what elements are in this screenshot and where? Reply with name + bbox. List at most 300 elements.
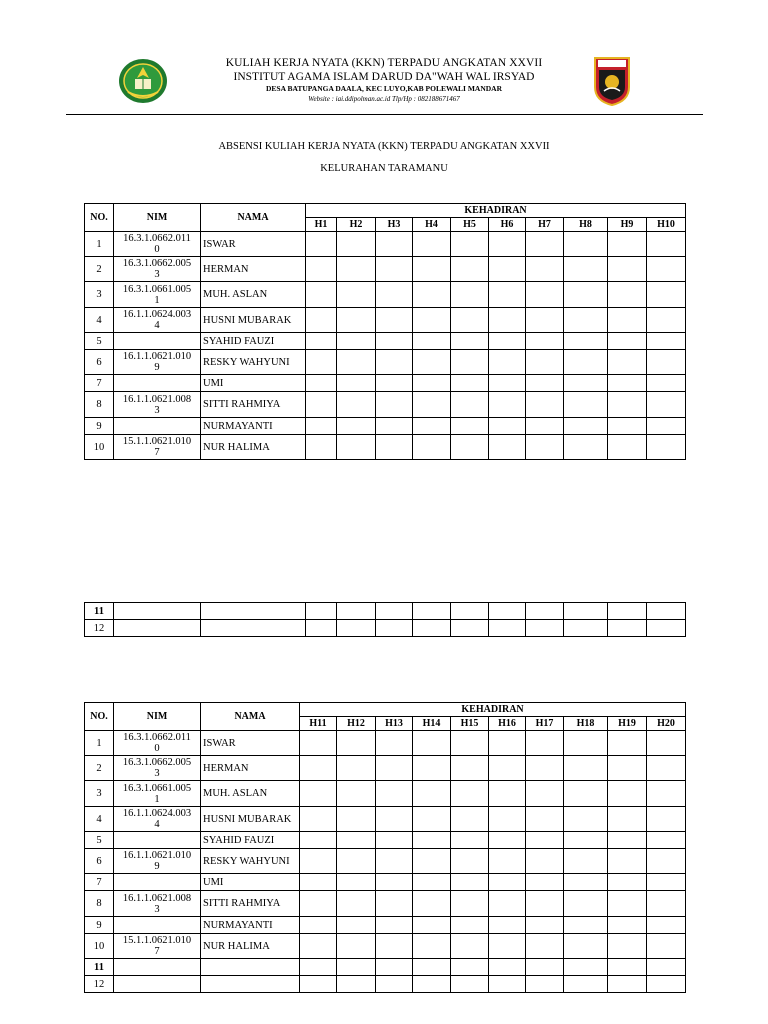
attendance-cell[interactable] bbox=[337, 350, 376, 375]
attendance-cell[interactable] bbox=[451, 282, 489, 308]
attendance-cell[interactable] bbox=[489, 849, 526, 874]
attendance-cell[interactable] bbox=[337, 232, 376, 257]
attendance-cell[interactable] bbox=[413, 333, 451, 350]
attendance-cell[interactable] bbox=[451, 959, 489, 976]
attendance-cell[interactable] bbox=[451, 418, 489, 435]
attendance-cell[interactable] bbox=[608, 603, 647, 620]
table-row bbox=[85, 435, 686, 460]
attendance-cell[interactable] bbox=[526, 392, 564, 418]
nim-cell bbox=[114, 832, 201, 849]
attendance-cell[interactable] bbox=[526, 232, 564, 257]
attendance-cell[interactable] bbox=[489, 934, 526, 959]
attendance-cell[interactable] bbox=[376, 435, 413, 460]
attendance-cell[interactable] bbox=[489, 350, 526, 375]
attendance-cell[interactable] bbox=[647, 418, 686, 435]
attendance-cell[interactable] bbox=[608, 959, 647, 976]
attendance-cell[interactable] bbox=[526, 257, 564, 282]
nim-cell[interactable] bbox=[114, 620, 201, 637]
attendance-cell[interactable] bbox=[413, 603, 451, 620]
table-row bbox=[85, 781, 686, 807]
attendance-cell[interactable] bbox=[337, 934, 376, 959]
attendance-cell[interactable] bbox=[564, 620, 608, 637]
attendance-cell[interactable] bbox=[564, 257, 608, 282]
nim-cell[interactable] bbox=[114, 976, 201, 993]
attendance-cell[interactable] bbox=[564, 832, 608, 849]
attendance-cell[interactable] bbox=[526, 976, 564, 993]
attendance-cell[interactable] bbox=[564, 435, 608, 460]
table-row bbox=[85, 375, 686, 392]
attendance-cell[interactable] bbox=[376, 731, 413, 756]
attendance-cell[interactable] bbox=[300, 891, 337, 917]
attendance-cell[interactable] bbox=[489, 781, 526, 807]
attendance-cell[interactable] bbox=[564, 392, 608, 418]
attendance-cell[interactable] bbox=[526, 333, 564, 350]
nim-line-2: 9 bbox=[154, 861, 160, 872]
attendance-cell[interactable] bbox=[413, 435, 451, 460]
attendance-cell[interactable] bbox=[413, 976, 451, 993]
attendance-cell[interactable] bbox=[647, 874, 686, 891]
row-number: 7 bbox=[85, 874, 114, 891]
attendance-cell[interactable] bbox=[376, 232, 413, 257]
attendance-cell[interactable] bbox=[300, 934, 337, 959]
attendance-cell[interactable] bbox=[337, 308, 376, 333]
attendance-cell[interactable] bbox=[489, 832, 526, 849]
attendance-cell[interactable] bbox=[337, 807, 376, 832]
attendance-cell[interactable] bbox=[376, 849, 413, 874]
attendance-cell[interactable] bbox=[376, 282, 413, 308]
attendance-cell[interactable] bbox=[608, 435, 647, 460]
attendance-cell[interactable] bbox=[306, 375, 337, 392]
attendance-cell[interactable] bbox=[564, 308, 608, 333]
attendance-cell[interactable] bbox=[337, 874, 376, 891]
attendance-cell[interactable] bbox=[413, 257, 451, 282]
nim-line-1: 16.3.1.0662.005 bbox=[122, 757, 192, 768]
attendance-cell[interactable] bbox=[489, 232, 526, 257]
attendance-cell[interactable] bbox=[413, 756, 451, 781]
attendance-cell[interactable] bbox=[489, 976, 526, 993]
attendance-cell[interactable] bbox=[451, 976, 489, 993]
attendance-cell[interactable] bbox=[489, 891, 526, 917]
attendance-cell[interactable] bbox=[564, 934, 608, 959]
name-cell: NURMAYANTI bbox=[201, 418, 306, 435]
attendance-cell[interactable] bbox=[608, 832, 647, 849]
attendance-cell[interactable] bbox=[451, 392, 489, 418]
attendance-cell[interactable] bbox=[647, 435, 686, 460]
attendance-cell[interactable] bbox=[608, 756, 647, 781]
attendance-cell[interactable] bbox=[337, 849, 376, 874]
attendance-cell[interactable] bbox=[376, 874, 413, 891]
attendance-cell[interactable] bbox=[451, 375, 489, 392]
name-cell: MUH. ASLAN bbox=[201, 781, 300, 807]
attendance-cell[interactable] bbox=[526, 959, 564, 976]
attendance-cell[interactable] bbox=[413, 781, 451, 807]
attendance-cell[interactable] bbox=[489, 603, 526, 620]
nim-cell bbox=[114, 418, 201, 435]
attendance-cell[interactable] bbox=[647, 917, 686, 934]
attendance-cell[interactable] bbox=[608, 934, 647, 959]
attendance-cell[interactable] bbox=[337, 282, 376, 308]
attendance-cell[interactable] bbox=[413, 917, 451, 934]
name-cell: ISWAR bbox=[201, 731, 300, 756]
attendance-cell[interactable] bbox=[300, 807, 337, 832]
attendance-cell[interactable] bbox=[564, 807, 608, 832]
attendance-cell[interactable] bbox=[413, 282, 451, 308]
attendance-cell[interactable] bbox=[526, 282, 564, 308]
attendance-cell[interactable] bbox=[451, 832, 489, 849]
attendance-cell[interactable] bbox=[647, 807, 686, 832]
attendance-cell[interactable] bbox=[647, 333, 686, 350]
attendance-cell[interactable] bbox=[413, 891, 451, 917]
attendance-cell[interactable] bbox=[376, 350, 413, 375]
attendance-cell[interactable] bbox=[564, 891, 608, 917]
attendance-cell[interactable] bbox=[564, 976, 608, 993]
attendance-cell[interactable] bbox=[300, 959, 337, 976]
attendance-cell[interactable] bbox=[376, 375, 413, 392]
day-header: H3 bbox=[376, 218, 413, 232]
attendance-cell[interactable] bbox=[608, 350, 647, 375]
attendance-cell[interactable] bbox=[451, 917, 489, 934]
attendance-cell[interactable] bbox=[451, 620, 489, 637]
attendance-cell[interactable] bbox=[564, 731, 608, 756]
attendance-cell[interactable] bbox=[489, 308, 526, 333]
attendance-cell[interactable] bbox=[608, 807, 647, 832]
attendance-cell[interactable] bbox=[647, 257, 686, 282]
attendance-cell[interactable] bbox=[337, 976, 376, 993]
attendance-cell[interactable] bbox=[526, 418, 564, 435]
attendance-cell[interactable] bbox=[376, 781, 413, 807]
attendance-cell[interactable] bbox=[413, 620, 451, 637]
attendance-cell[interactable] bbox=[451, 874, 489, 891]
attendance-cell[interactable] bbox=[647, 756, 686, 781]
document-title: ABSENSI KULIAH KERJA NYATA (KKN) TERPADU ANGKATAN XXVII bbox=[218, 141, 550, 152]
attendance-cell[interactable] bbox=[526, 934, 564, 959]
nim-cell[interactable] bbox=[114, 603, 201, 620]
attendance-cell[interactable] bbox=[489, 756, 526, 781]
attendance-cell[interactable] bbox=[526, 832, 564, 849]
attendance-cell[interactable] bbox=[413, 731, 451, 756]
attendance-cell[interactable] bbox=[647, 350, 686, 375]
attendance-table-2 bbox=[84, 702, 686, 993]
attendance-cell[interactable] bbox=[300, 731, 337, 756]
nim-line-2: 1 bbox=[154, 793, 160, 805]
attendance-cell[interactable] bbox=[413, 418, 451, 435]
name-cell: HERMAN bbox=[201, 756, 300, 781]
attendance-cell[interactable] bbox=[647, 781, 686, 807]
day-header: H19 bbox=[608, 717, 647, 731]
attendance-cell[interactable] bbox=[413, 849, 451, 874]
attendance-cell[interactable] bbox=[489, 917, 526, 934]
attendance-cell[interactable] bbox=[608, 308, 647, 333]
attendance-cell[interactable] bbox=[564, 849, 608, 874]
attendance-cell[interactable] bbox=[337, 418, 376, 435]
attendance-cell[interactable] bbox=[376, 333, 413, 350]
header-kehadiran: KEHADIRAN bbox=[300, 703, 686, 717]
attendance-cell[interactable] bbox=[526, 435, 564, 460]
attendance-cell[interactable] bbox=[300, 976, 337, 993]
attendance-cell[interactable] bbox=[489, 807, 526, 832]
attendance-cell[interactable] bbox=[337, 375, 376, 392]
program-name: KULIAH KERJA NYATA (KKN) TERPADU ANGKATAN XXVII bbox=[225, 57, 543, 69]
attendance-cell[interactable] bbox=[489, 418, 526, 435]
attendance-cell[interactable] bbox=[489, 257, 526, 282]
attendance-cell[interactable] bbox=[413, 350, 451, 375]
attendance-cell[interactable] bbox=[564, 282, 608, 308]
header-nim: NIM bbox=[114, 703, 201, 731]
attendance-cell[interactable] bbox=[564, 333, 608, 350]
attendance-cell[interactable] bbox=[337, 891, 376, 917]
attendance-cell[interactable] bbox=[300, 781, 337, 807]
attendance-cell[interactable] bbox=[526, 849, 564, 874]
attendance-cell[interactable] bbox=[306, 620, 337, 637]
attendance-cell[interactable] bbox=[647, 891, 686, 917]
attendance-cell[interactable] bbox=[413, 874, 451, 891]
attendance-cell[interactable] bbox=[306, 232, 337, 257]
attendance-cell[interactable] bbox=[337, 435, 376, 460]
row-number: 1 bbox=[85, 731, 114, 756]
attendance-cell[interactable] bbox=[413, 392, 451, 418]
attendance-cell[interactable] bbox=[647, 308, 686, 333]
attendance-cell[interactable] bbox=[489, 435, 526, 460]
attendance-cell[interactable] bbox=[489, 620, 526, 637]
attendance-cell[interactable] bbox=[647, 934, 686, 959]
table-row bbox=[85, 257, 686, 282]
attendance-cell[interactable] bbox=[608, 891, 647, 917]
attendance-cell[interactable] bbox=[451, 308, 489, 333]
attendance-cell[interactable] bbox=[489, 392, 526, 418]
attendance-cell[interactable] bbox=[451, 603, 489, 620]
table-row bbox=[85, 620, 686, 637]
attendance-cell[interactable] bbox=[564, 603, 608, 620]
nim-line-1: 16.1.1.0621.010 bbox=[122, 850, 192, 861]
attendance-cell[interactable] bbox=[413, 959, 451, 976]
header-nama: NAMA bbox=[201, 204, 306, 232]
attendance-cell[interactable] bbox=[337, 959, 376, 976]
name-cell: SYAHID FAUZI bbox=[201, 333, 306, 350]
attendance-cell[interactable] bbox=[413, 934, 451, 959]
nim-cell bbox=[114, 232, 201, 257]
attendance-cell[interactable] bbox=[608, 874, 647, 891]
attendance-cell[interactable] bbox=[376, 603, 413, 620]
attendance-cell[interactable] bbox=[451, 731, 489, 756]
row-number: 10 bbox=[85, 435, 114, 460]
nim-cell[interactable] bbox=[114, 959, 201, 976]
attendance-cell[interactable] bbox=[564, 375, 608, 392]
name-cell: RESKY WAHYUNI bbox=[201, 849, 300, 874]
attendance-cell[interactable] bbox=[647, 731, 686, 756]
attendance-cell[interactable] bbox=[647, 232, 686, 257]
attendance-cell[interactable] bbox=[647, 976, 686, 993]
attendance-cell[interactable] bbox=[306, 333, 337, 350]
name-cell: NUR HALIMA bbox=[201, 435, 306, 460]
attendance-cell[interactable] bbox=[489, 282, 526, 308]
attendance-cell[interactable] bbox=[376, 976, 413, 993]
attendance-cell[interactable] bbox=[376, 891, 413, 917]
attendance-cell[interactable] bbox=[376, 756, 413, 781]
name-cell[interactable] bbox=[201, 620, 306, 637]
attendance-cell[interactable] bbox=[451, 756, 489, 781]
attendance-cell[interactable] bbox=[451, 807, 489, 832]
attendance-cell[interactable] bbox=[300, 917, 337, 934]
attendance-cell[interactable] bbox=[413, 232, 451, 257]
attendance-cell[interactable] bbox=[413, 375, 451, 392]
attendance-cell[interactable] bbox=[564, 917, 608, 934]
row-number: 6 bbox=[85, 350, 114, 375]
attendance-cell[interactable] bbox=[526, 781, 564, 807]
attendance-cell[interactable] bbox=[526, 891, 564, 917]
nim-line-2: 3 bbox=[154, 269, 160, 280]
attendance-cell[interactable] bbox=[564, 874, 608, 891]
attendance-cell[interactable] bbox=[526, 917, 564, 934]
attendance-cell[interactable] bbox=[647, 620, 686, 637]
attendance-cell[interactable] bbox=[337, 781, 376, 807]
row-number: 4 bbox=[85, 807, 114, 832]
attendance-cell[interactable] bbox=[608, 976, 647, 993]
attendance-cell[interactable] bbox=[489, 375, 526, 392]
attendance-cell[interactable] bbox=[647, 832, 686, 849]
day-header: H14 bbox=[413, 717, 451, 731]
attendance-cell[interactable] bbox=[337, 620, 376, 637]
attendance-cell[interactable] bbox=[608, 282, 647, 308]
attendance-cell[interactable] bbox=[647, 959, 686, 976]
attendance-cell[interactable] bbox=[376, 257, 413, 282]
attendance-cell[interactable] bbox=[451, 333, 489, 350]
attendance-cell[interactable] bbox=[376, 308, 413, 333]
attendance-cell[interactable] bbox=[489, 874, 526, 891]
attendance-cell[interactable] bbox=[608, 620, 647, 637]
attendance-cell[interactable] bbox=[564, 232, 608, 257]
attendance-cell[interactable] bbox=[306, 418, 337, 435]
attendance-cell[interactable] bbox=[300, 874, 337, 891]
row-number: 8 bbox=[85, 891, 114, 917]
header-nama: NAMA bbox=[201, 703, 300, 731]
attendance-cell[interactable] bbox=[489, 731, 526, 756]
attendance-cell[interactable] bbox=[451, 350, 489, 375]
nim-line-1: 16.3.1.0661.005 bbox=[122, 283, 192, 295]
attendance-cell[interactable] bbox=[413, 308, 451, 333]
attendance-cell[interactable] bbox=[564, 959, 608, 976]
attendance-cell[interactable] bbox=[526, 874, 564, 891]
name-cell[interactable] bbox=[201, 959, 300, 976]
attendance-cell[interactable] bbox=[608, 917, 647, 934]
attendance-cell[interactable] bbox=[526, 375, 564, 392]
attendance-cell[interactable] bbox=[451, 435, 489, 460]
name-cell: RESKY WAHYUNI bbox=[201, 350, 306, 375]
attendance-cell[interactable] bbox=[376, 832, 413, 849]
attendance-cell[interactable] bbox=[376, 934, 413, 959]
attendance-cell[interactable] bbox=[337, 756, 376, 781]
attendance-cell[interactable] bbox=[376, 620, 413, 637]
attendance-cell[interactable] bbox=[300, 849, 337, 874]
attendance-cell[interactable] bbox=[451, 781, 489, 807]
table-row bbox=[85, 807, 686, 832]
attendance-cell[interactable] bbox=[306, 257, 337, 282]
name-cell[interactable] bbox=[201, 976, 300, 993]
attendance-cell[interactable] bbox=[306, 282, 337, 308]
attendance-cell[interactable] bbox=[564, 418, 608, 435]
attendance-cell[interactable] bbox=[413, 832, 451, 849]
nim-line-2: 9 bbox=[154, 362, 160, 373]
attendance-cell[interactable] bbox=[608, 781, 647, 807]
attendance-cell[interactable] bbox=[647, 603, 686, 620]
attendance-cell[interactable] bbox=[608, 731, 647, 756]
attendance-cell[interactable] bbox=[337, 731, 376, 756]
attendance-cell[interactable] bbox=[564, 756, 608, 781]
attendance-cell[interactable] bbox=[306, 308, 337, 333]
attendance-cell[interactable] bbox=[526, 350, 564, 375]
attendance-cell[interactable] bbox=[337, 333, 376, 350]
attendance-cell[interactable] bbox=[451, 891, 489, 917]
name-cell: HUSNI MUBARAK bbox=[201, 308, 306, 333]
attendance-cell[interactable] bbox=[376, 959, 413, 976]
attendance-cell[interactable] bbox=[451, 257, 489, 282]
attendance-cell[interactable] bbox=[451, 849, 489, 874]
attendance-cell[interactable] bbox=[608, 333, 647, 350]
attendance-cell[interactable] bbox=[413, 807, 451, 832]
attendance-cell[interactable] bbox=[564, 781, 608, 807]
attendance-cell[interactable] bbox=[306, 603, 337, 620]
attendance-cell[interactable] bbox=[451, 232, 489, 257]
row-number: 11 bbox=[85, 603, 114, 620]
row-number: 4 bbox=[85, 308, 114, 333]
attendance-cell[interactable] bbox=[608, 257, 647, 282]
attendance-cell[interactable] bbox=[376, 418, 413, 435]
table-row bbox=[85, 874, 686, 891]
attendance-cell[interactable] bbox=[337, 832, 376, 849]
attendance-cell[interactable] bbox=[526, 308, 564, 333]
attendance-cell[interactable] bbox=[647, 849, 686, 874]
attendance-cell[interactable] bbox=[647, 375, 686, 392]
attendance-cell[interactable] bbox=[489, 959, 526, 976]
attendance-cell[interactable] bbox=[608, 418, 647, 435]
attendance-cell[interactable] bbox=[526, 731, 564, 756]
attendance-cell[interactable] bbox=[647, 392, 686, 418]
name-cell[interactable] bbox=[201, 603, 306, 620]
nim-line-2: 3 bbox=[154, 404, 160, 416]
attendance-cell[interactable] bbox=[337, 917, 376, 934]
attendance-cell[interactable] bbox=[306, 392, 337, 418]
attendance-cell[interactable] bbox=[608, 375, 647, 392]
attendance-cell[interactable] bbox=[526, 603, 564, 620]
table-row bbox=[85, 392, 686, 418]
attendance-cell[interactable] bbox=[647, 282, 686, 308]
attendance-cell[interactable] bbox=[376, 917, 413, 934]
attendance-cell[interactable] bbox=[306, 350, 337, 375]
nim-line-1: 16.1.1.0621.008 bbox=[122, 892, 192, 904]
attendance-cell[interactable] bbox=[337, 392, 376, 418]
attendance-cell[interactable] bbox=[526, 807, 564, 832]
attendance-cell[interactable] bbox=[526, 756, 564, 781]
nim-cell bbox=[114, 333, 201, 350]
table-row bbox=[85, 232, 686, 257]
attendance-cell[interactable] bbox=[306, 435, 337, 460]
attendance-cell[interactable] bbox=[608, 232, 647, 257]
attendance-cell[interactable] bbox=[608, 392, 647, 418]
attendance-cell[interactable] bbox=[451, 934, 489, 959]
attendance-cell[interactable] bbox=[337, 603, 376, 620]
attendance-cell[interactable] bbox=[564, 350, 608, 375]
attendance-cell[interactable] bbox=[300, 832, 337, 849]
attendance-cell[interactable] bbox=[526, 620, 564, 637]
attendance-cell[interactable] bbox=[608, 849, 647, 874]
day-header: H2 bbox=[337, 218, 376, 232]
attendance-cell[interactable] bbox=[489, 333, 526, 350]
attendance-cell[interactable] bbox=[300, 756, 337, 781]
attendance-cell[interactable] bbox=[376, 392, 413, 418]
table-row bbox=[85, 350, 686, 375]
attendance-cell[interactable] bbox=[376, 807, 413, 832]
attendance-cell[interactable] bbox=[337, 257, 376, 282]
table-row bbox=[85, 282, 686, 308]
